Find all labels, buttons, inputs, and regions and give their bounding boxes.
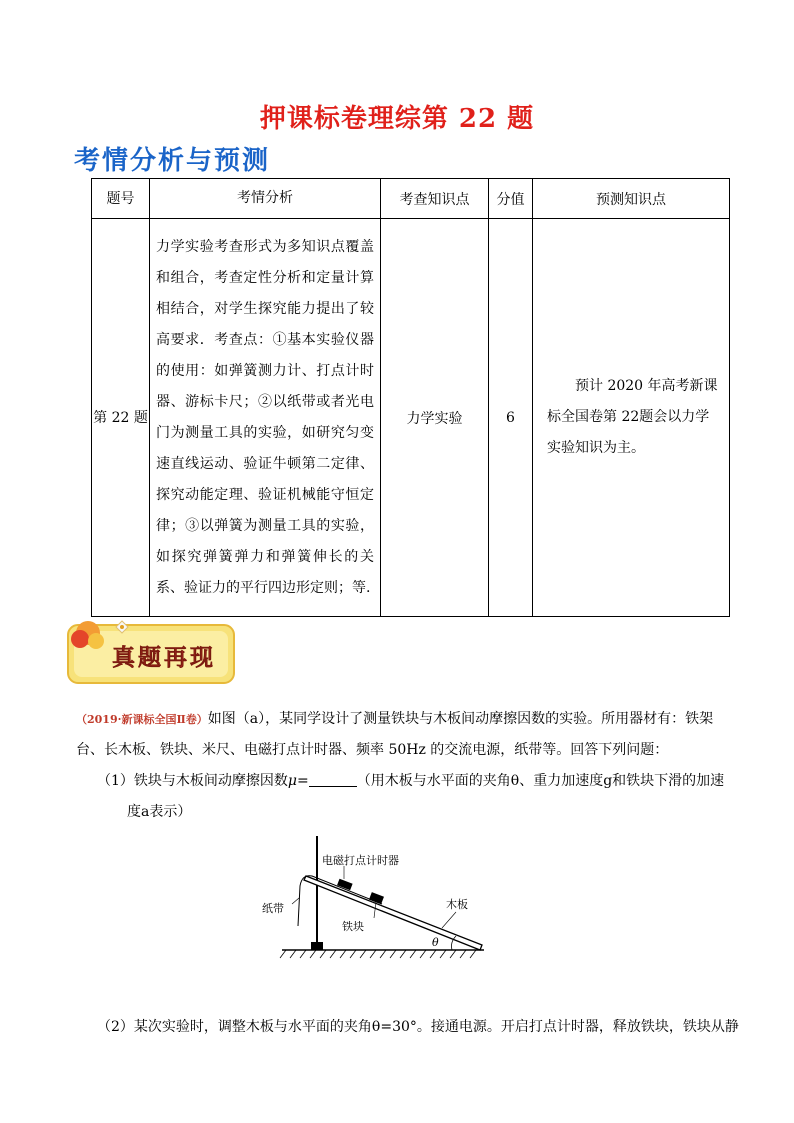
- cell-analysis: 力学实验考查形式为多知识点覆盖和组合，考查定性分析和定量计算相结合，对学生探究能力提出了较高要求．考查点：①基本实验仪器的使用：如弹簧测力计、打点计时器、游标卡尺；②以纸带或者光电门为测量工具的实验，如研究匀变速直线运动、验证牛顿第二定律、探究动能定理、验证机械能守恒定律；③以弹簧为测量工具的实验，如探究弹簧弹力和弹簧伸长的关系、验证力的平行四边形定则；等.: [150, 219, 381, 617]
- header-knowledge: 考查知识点: [381, 179, 489, 219]
- header-score: 分值: [489, 179, 533, 219]
- question-1-cont: 度a表示）: [127, 804, 192, 820]
- table-row: [92, 219, 730, 617]
- cell-prediction: 预计 2020 年高考新课标全国卷第 22题会以力学实验知识为主。: [533, 219, 730, 617]
- label-tape: 纸带: [262, 902, 284, 915]
- header-prediction: 预测知识点: [533, 179, 730, 219]
- question-1: [76, 766, 726, 797]
- header-analysis: 考情分析: [150, 179, 381, 219]
- q1-prefix: （1）铁块与木板间动摩擦因数: [97, 773, 288, 789]
- label-timer: 电磁打点计时器: [322, 854, 399, 867]
- q1-mu: μ=: [287, 773, 309, 789]
- answer-blank[interactable]: [309, 770, 357, 787]
- label-angle: θ: [432, 936, 439, 949]
- problem-source: （2019·新课标全国Ⅱ卷）: [76, 713, 208, 726]
- label-board: 木板: [446, 898, 468, 911]
- q1-suffix: （用木板与水平面的夹角θ、重力加速度g和铁块下滑的加速: [356, 773, 725, 789]
- analysis-table: [91, 178, 730, 617]
- header-num: 题号: [92, 179, 150, 219]
- problem-block: [76, 704, 726, 828]
- stand-base: [311, 942, 323, 950]
- badge-label: 真题再现: [112, 644, 216, 671]
- section-heading: 考情分析与预测: [74, 146, 271, 176]
- page-title: 押课标卷理综第 22 题: [259, 104, 535, 134]
- experiment-figure: [262, 832, 492, 960]
- problem-intro: 如图（a），某同学设计了测量铁块与木板间动摩擦因数的实验。所用器材有：铁架台、长木板、铁块、米尺、电磁打点计时器、频率 50Hz 的交流电源，纸带等。回答下列问题：: [76, 711, 714, 758]
- cell-num: 第 22 题: [92, 219, 150, 617]
- problem-intro-para: [76, 704, 726, 766]
- question-2: （2）某次实验时，调整木板与水平面的夹角θ=30°。接通电源。开启打点计时器，释放铁块，铁块从静: [97, 1019, 739, 1035]
- label-block: 铁块: [342, 920, 364, 933]
- cell-knowledge: 力学实验: [381, 219, 489, 617]
- cell-score: 6: [489, 219, 533, 617]
- zhenti-badge: [66, 619, 236, 689]
- table-header-row: [92, 179, 730, 219]
